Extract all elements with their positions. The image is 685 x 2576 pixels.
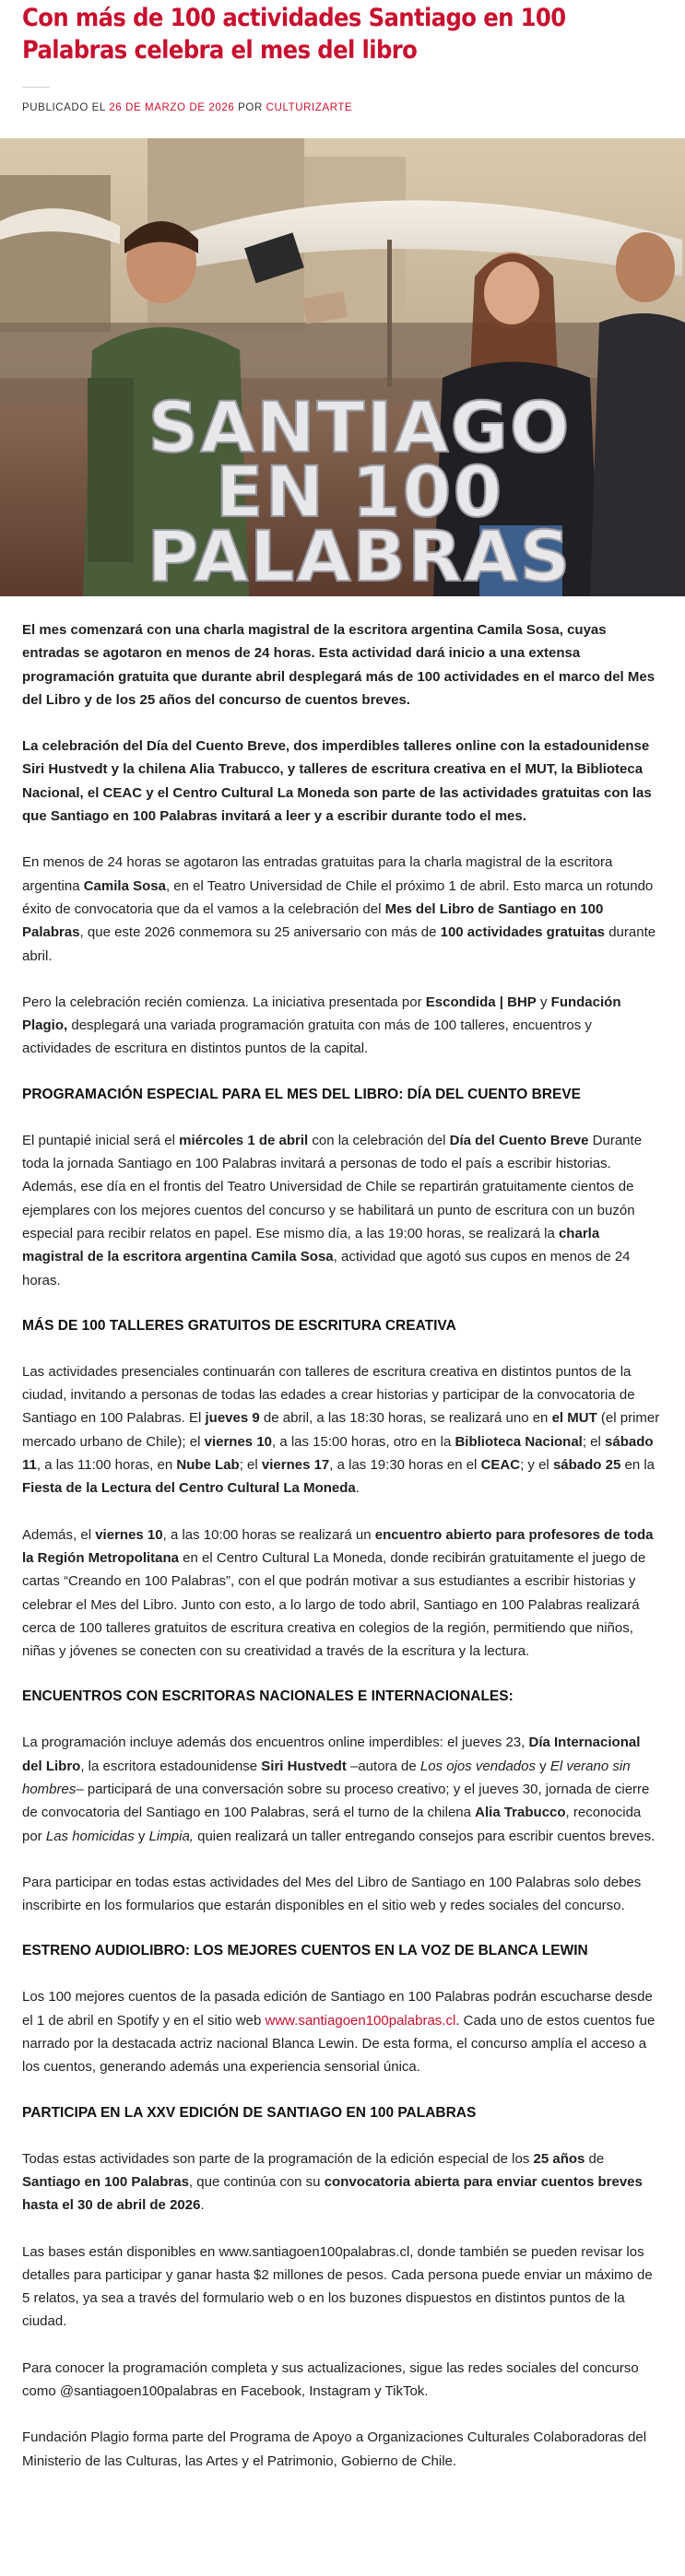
paragraph-6: Las actividades presenciales continuarán con talleres de escritura creativa en distintos puntos de la ciudad, invitando a personas de todas las edades a crear historias y participar de la convocatoria de Santiago en 100 Palabras. El jueves 9 de abril, a las 18:30 horas, se realizará uno en el MUT (el primer mercado urbano de Chile); el viernes 10, a las 15:00 horas, otro en la Biblioteca Nacional; el sábado 11, a las 11:00 horas, en Nube Lab; el viernes 17, a las 19:30 horas en el CEAC; y el sábado 25 en la Fiesta de la Lectura del Centro Cultural La Moneda. — [22, 1363, 660, 1497]
published-label: PUBLICADO EL — [22, 102, 106, 113]
lead-paragraph-1: El mes comenzará con una charla magistral de la escritora argentina Camila Sosa, cuyas entradas se agotaron en menos de 24 horas. Esta actividad dará inicio a una extensa programación gratuita que durante abril desplegará más de 100 actividades en el marco del Mes del Libro y de los 25 años del concurso de cuentos breves. — [22, 622, 655, 708]
article-body — [0, 618, 685, 2473]
lead-paragraph-2: La celebración del Día del Cuento Breve, dos imperdibles talleres online con la estadounidense Siri Hustvedt y la chilena Alia Trabucco, y talleres de escritura creativa en el MUT, la Biblioteca Nacional, el CEAC y el Centro Cultural La Moneda son parte de las actividades gratuitas con las que Santiago en 100 Palabras invitará a leer y a escribir durante todo el mes. — [22, 738, 652, 825]
paragraph-13: Para conocer la programación completa y sus actualizaciones, sigue las redes sociales del concurso como @santiagoen100palabras en Facebook, Instagram y TikTok. — [22, 2359, 639, 2400]
paragraph-10: Los 100 mejores cuentos de la pasada edición de Santiago en 100 Palabras podrán escucharse desde el 1 de abril en Spotify y en el sitio web www.santiagoen100palabras.cl. Cada uno de estos cuentos fue narrado por la destacada actriz nacional Blanca Lewin. De esta forma, el concurso amplía el acceso a los cuentos, generando además una experiencia sensorial única. — [22, 1989, 655, 2076]
paragraph-12: Las bases están disponibles en www.santiagoen100palabras.cl, donde también se pueden revisar los detalles para participar y ganar hasta $2 millones de pesos. Cada persona puede enviar un máximo de 5 relatos, ya sea a través del formulario web o en los buzones dispuestos en distintos puntos de la ciudad. — [22, 2243, 653, 2330]
paragraph-4: Pero la celebración recién comienza. La iniciativa presentada por Escondida | BHP y Fundación Plagio, desplegará una variada programación gratuita con más de 100 talleres, encuentros y actividades de escritura en distintos puntos de la capital. — [22, 994, 621, 1057]
section-heading-audiolibro: ESTRENO AUDIOLIBRO: LOS MEJORES CUENTOS EN LA VOZ DE BLANCA LEWIN — [22, 1943, 588, 1959]
section-heading-participa: PARTICIPA EN LA XXV EDICIÓN DE SANTIAGO EN 100 PALABRAS — [22, 2104, 477, 2121]
paragraph-7: Además, el viernes 10, a las 10:00 horas se realizará un encuentro abierto para profesores de toda la Región Metropolitana en el Centro Cultural La Moneda, donde recibirán gratuitamente el juego de cartas “Creando en 100 Palabras”, con el que podrán motivar a sus estudiantes a escribir historias y celebrar el Mes del Libro. Junto con esto, a lo largo de todo abril, Santiago en 100 Palabras realizará cerca de 100 talleres gratuitos de escritura creativa en colegios de la región, permitiendo que niños, niñas y jóvenes se conecten con su creatividad a través de la escritura y la lectura. — [22, 1526, 654, 1660]
paragraph-14: Fundación Plagio forma parte del Programa de Apoyo a Organizaciones Culturales Colaboradoras del Ministerio de las Culturas, las Artes y el Patrimonio, Gobierno de Chile. — [22, 2429, 647, 2469]
post-date-link[interactable]: 26 DE MARZO DE 2026 — [109, 102, 235, 113]
title-divider — [22, 87, 50, 88]
website-link[interactable]: www.santiagoen100palabras.cl — [265, 2012, 456, 2029]
author-link[interactable]: CULTURIZARTE — [266, 102, 353, 113]
hero-photo — [0, 138, 685, 596]
svg-text:SANTIAGO: SANTIAGO — [148, 386, 572, 468]
article-header — [0, 0, 685, 113]
by-label: POR — [238, 102, 263, 113]
section-heading-cuento-breve: PROGRAMACIÓN ESPECIAL PARA EL MES DEL LIBRO: DÍA DEL CUENTO BREVE — [22, 1086, 581, 1102]
page-title: Con más de 100 actividades Santiago en 100 Palabras celebra el mes del libro — [22, 4, 566, 65]
svg-text:PALABRAS: PALABRAS — [147, 515, 573, 596]
paragraph-5: El puntapié inicial será el miércoles 1 de abril con la celebración del Día del Cuento Breve Durante toda la jornada Santiago en 100 Palabras invitará a personas de todo el país a escribir historias. Además, ese día en el frontis del Teatro Universidad de Chile se repartirán gratuitamente cientos de ejemplares con los mejores cuentos del concurso y se habilitará un punto de escritura con un buzón especial para recibir relatos en papel. Ese mismo día, a las 19:00 horas, se realizará la charla magistral de la escritora argentina Camila Sosa, actividad que agotó sus cupos en menos de 24 horas. — [22, 1132, 643, 1288]
paragraph-8: La programación incluye además dos encuentros online imperdibles: el jueves 23, Día Internacional del Libro, la escritora estadounidense Siri Hustvedt –autora de Los ojos vendados y El verano sin hombres– participará de una conversación sobre su proceso creativo; y el jueves 30, jornada de cierre de convocatoria del Santiago en 100 Palabras, será el turno de la chilena Alia Trabucco, reconocida por Las homicidas y Limpia, quien realizará un taller entregando consejos para escribir cuentos breves. — [22, 1735, 655, 1844]
section-heading-talleres: MÁS DE 100 TALLERES GRATUITOS DE ESCRITURA CREATIVA — [22, 1317, 456, 1334]
paragraph-9: Para participar en todas estas actividades del Mes del Libro de Santiago en 100 Palabras solo debes inscribirte en los formularios que estarán disponibles en el sitio web y redes sociales del concurso. — [22, 1874, 642, 1914]
paragraph-3: En menos de 24 horas se agotaron las entradas gratuitas para la charla magistral de la escritora argentina Camila Sosa, en el Teatro Universidad de Chile el próximo 1 de abril. Esto marca un rotundo éxito de convocatoria que da el vamos a la celebración del Mes del Libro de Santiago en 100 Palabras, que este 2026 conmemora su 25 aniversario con más de 100 actividades gratuitas durante abril. — [22, 854, 656, 964]
paragraph-11: Todas estas actividades son parte de la programación de la edición especial de los 25 años de Santiago en 100 Palabras, que continúa con su convocatoria abierta para enviar cuentos breves hasta el 30 de abril de 2026. — [22, 2150, 643, 2214]
post-meta — [22, 102, 663, 113]
svg-text:EN 100: EN 100 — [215, 451, 504, 533]
hero-image — [0, 138, 685, 596]
section-heading-encuentros: ENCUENTROS CON ESCRITORAS NACIONALES E INTERNACIONALES: — [22, 1688, 514, 1705]
